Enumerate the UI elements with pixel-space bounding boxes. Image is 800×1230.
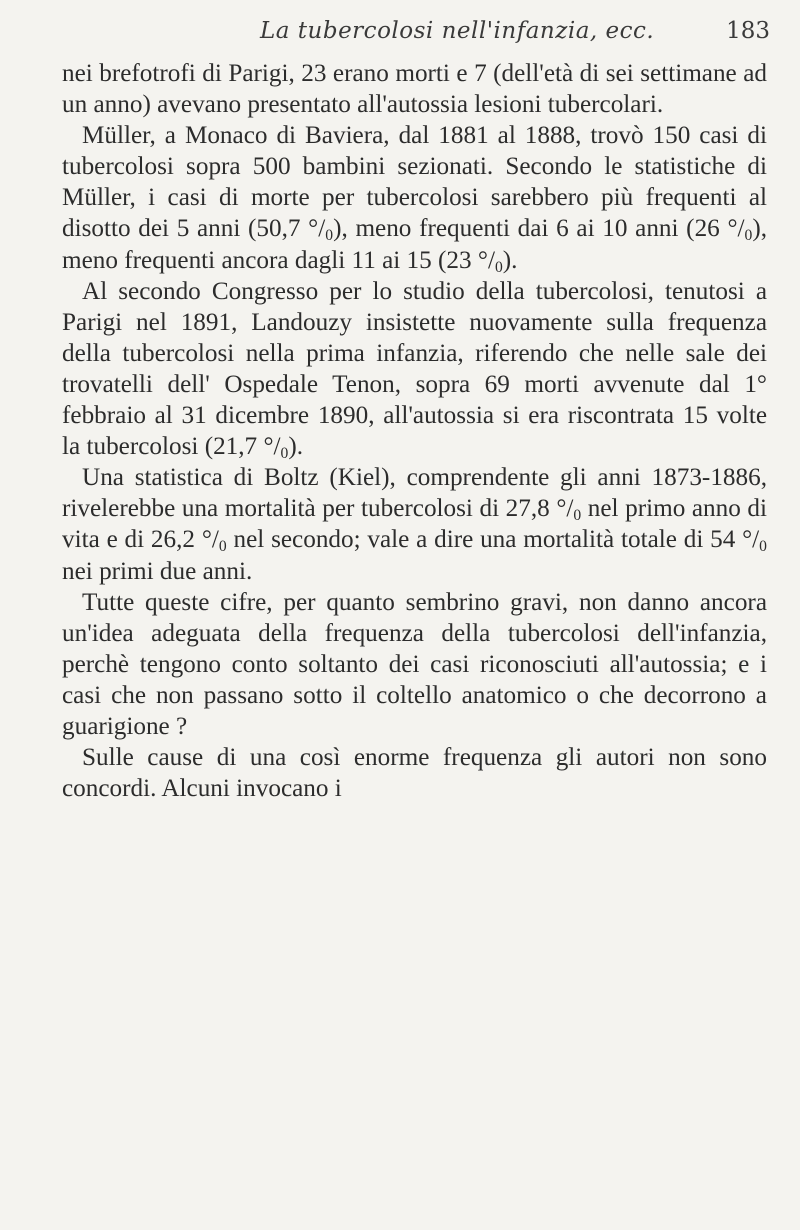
text-run: ). [502, 246, 518, 274]
body-text [62, 58, 767, 804]
text-run: ), meno frequenti ancora dagli 11 ai 15 (23 °/ [62, 215, 768, 274]
text-run: Tutte queste cifre, per quanto sembrino gravi, non danno ancora un'idea adeguata della frequenza della tubercolosi dell'infanzia, perchè tengono conto soltanto dei casi riconosciuti all'autossia; e i casi che non passano sotto il coltello anatomico o che decorrono a guarigione ? [62, 588, 767, 740]
paragraph [62, 742, 767, 804]
percent-subscript: 0 [759, 538, 767, 556]
paragraph [62, 462, 767, 586]
text-run: ), meno frequenti dai 6 ai 10 anni (26 °/ [333, 215, 745, 243]
paragraph [62, 120, 767, 275]
text-run: Sulle cause di una così enorme frequenza gli autori non sono concordi. Alcuni invocano i [62, 744, 767, 803]
percent-subscript: 0 [325, 227, 334, 245]
running-title: La tubercolosi nell'infanzia, ecc. [260, 18, 655, 44]
text-run: nel primo anno di vita e di 26,2 °/ [62, 495, 767, 554]
text-run: Una statistica di Boltz (Kiel), comprendente gli anni 1873-1886, rivelerebbe una mortalità per tubercolosi di 27,8 °/ [62, 464, 767, 523]
percent-subscript: 0 [494, 258, 503, 276]
percent-subscript: 0 [280, 445, 289, 463]
page-number: 183 [726, 18, 770, 44]
percent-subscript: 0 [744, 227, 753, 245]
text-run: Müller, a Monaco di Baviera, dal 1881 al 1888, trovò 150 casi di tubercolosi sopra 500 bambini sezionati. Secondo le statistiche di Müller, i casi di morte per tubercolosi sarebbero più frequenti al disotto dei 5 anni (50,7 °/ [62, 122, 767, 243]
paragraph [62, 276, 767, 463]
percent-subscript: 0 [218, 538, 227, 556]
paragraph [62, 587, 767, 742]
page-header [60, 18, 770, 48]
text-run: nei brefotrofi di Parigi, 23 erano morti e 7 (dell'età di sei settimane ad un anno) avevano presentato all'autossia lesioni tubercolari. [62, 60, 767, 119]
text-run: ). [288, 433, 304, 461]
text-run: nel secondo; vale a dire una mortalità totale di 54 °/ [226, 526, 760, 554]
text-run: Al secondo Congresso per lo studio della tubercolosi, tenutosi a Parigi nel 1891, Landouzy insistette nuovamente sulla frequenza della tubercolosi nella prima infanzia, riferendo che nelle sale dei trovatelli dell' Ospedale Tenon, sopra 69 morti avvenute dal 1° febbraio al 31 dicembre 1890, all'autossia si era riscontrata 15 volte la tubercolosi (21,7 °/ [62, 277, 767, 461]
text-run: nei primi due anni. [62, 557, 253, 585]
percent-subscript: 0 [573, 507, 582, 525]
paragraph [62, 58, 767, 120]
